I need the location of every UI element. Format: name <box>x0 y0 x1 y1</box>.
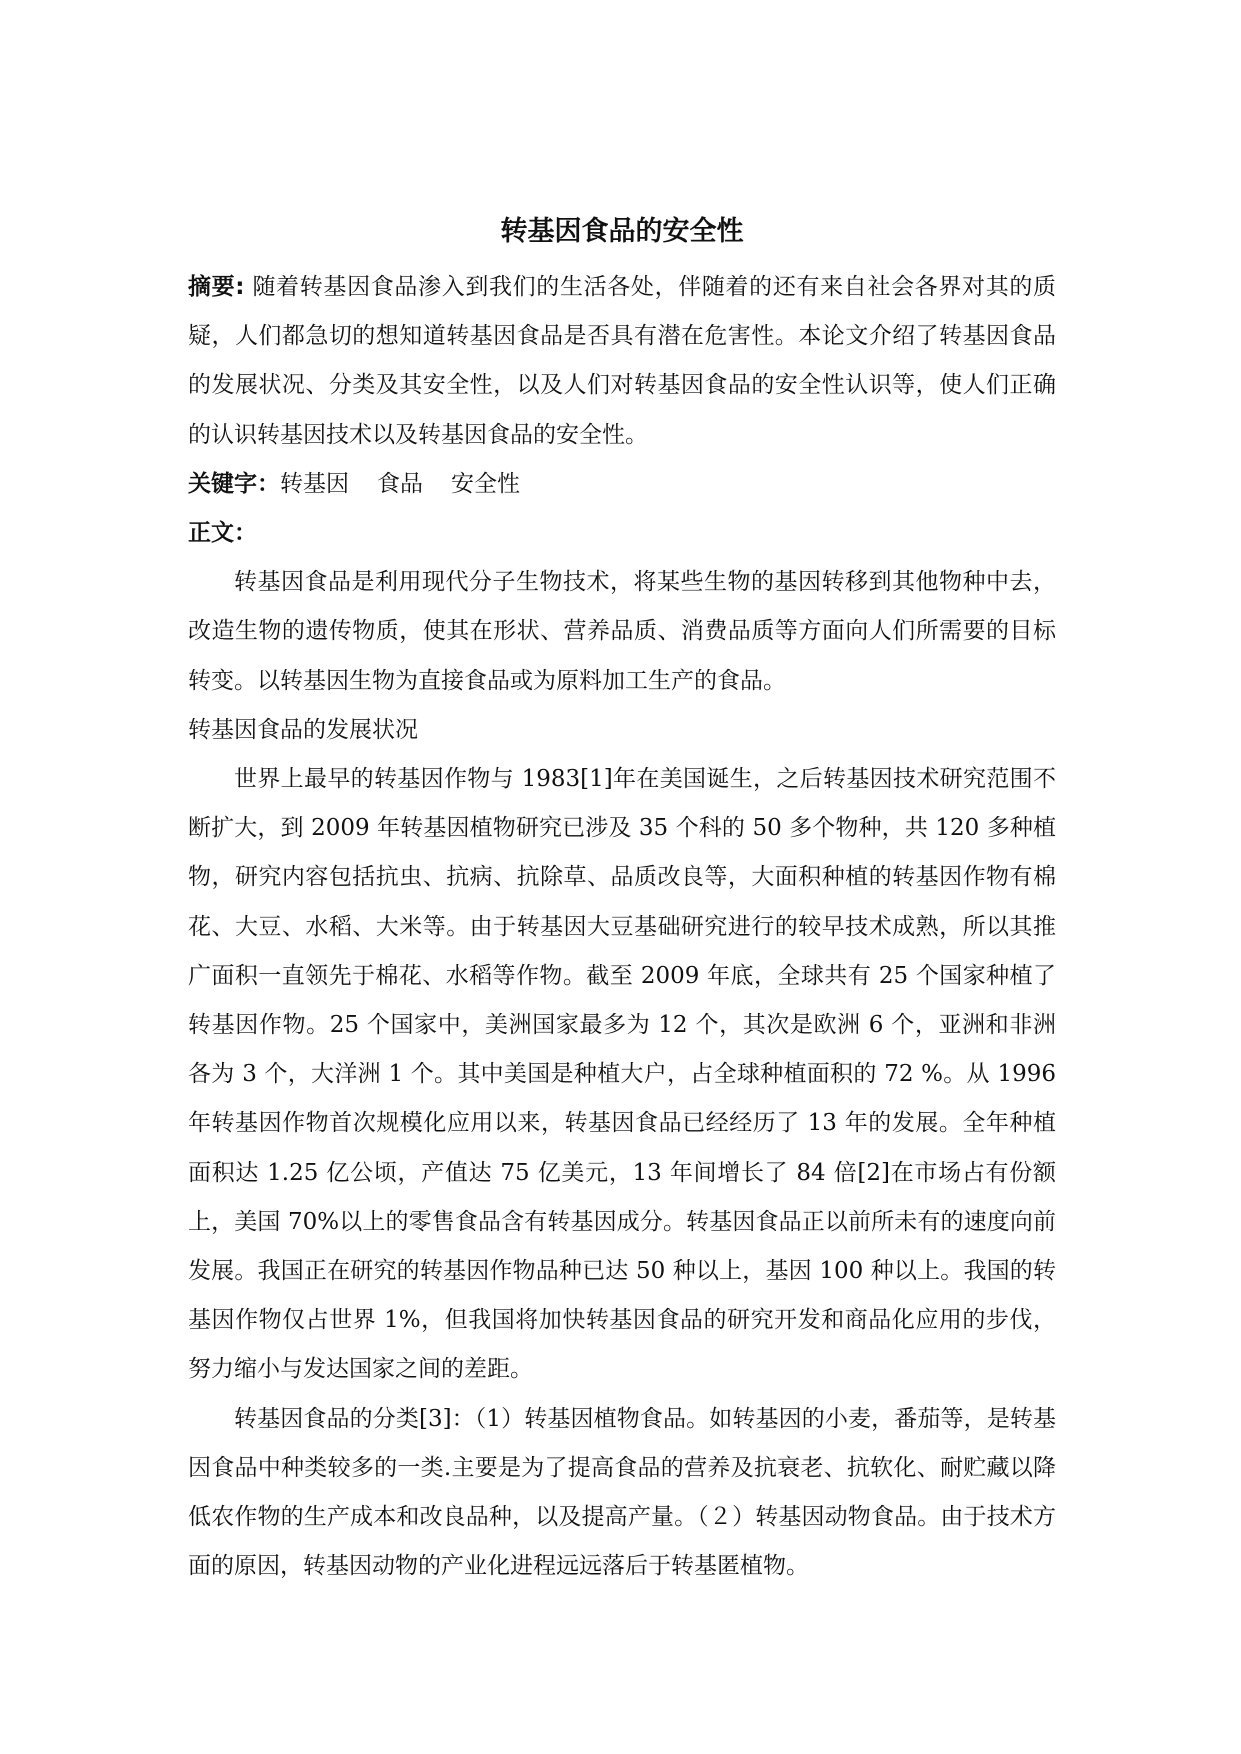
document-body <box>188 205 1056 1591</box>
keywords-line <box>188 460 1056 509</box>
keyword-item: 转基因 <box>280 470 349 497</box>
document-title: 转基因食品的安全性 <box>500 216 744 247</box>
section-heading: 转基因食品的发展状况 <box>188 716 418 743</box>
body-label: 正文： <box>188 520 257 547</box>
abstract-paragraph <box>188 263 1056 460</box>
keyword-item: 安全性 <box>451 470 520 497</box>
classification-paragraph: 转基因食品的分类[3]：（1）转基因植物食品。如转基因的小麦，番茄等，是转基因食品中种类较多的一类.主要是为了提高食品的营养及抗衰老、抗软化、耐贮藏以降低农作物的生产成本和改良品种，以及提高产量。（２）转基因动物食品。由于技术方面的原因，转基因动物的产业化进程远远落后于转基匿植物。 <box>188 1405 1056 1580</box>
abstract-label: 摘要: <box>188 274 245 300</box>
abstract-text: 随着转基因食品渗入到我们的生活各处，伴随着的还有来自社会各界对其的质疑，人们都急切的想知道转基因食品是否具有潜在危害性。本论文介绍了转基因食品的发展状况、分类及其安全性，以及人们对转基因食品的安全性认识等，使人们正确的认识转基因技术以及转基因食品的安全性。 <box>188 274 1057 448</box>
keyword-item: 食品 <box>377 470 423 497</box>
intro-paragraph: 转基因食品是利用现代分子生物技术，将某些生物的基因转移到其他物种中去，改造生物的遗传物质，使其在形状、营养品质、消费品质等方面向人们所需要的目标转变。以转基因生物为直接食品或为原料加工生产的食品。 <box>188 569 1056 694</box>
keywords-label: 关键字： <box>188 470 280 497</box>
body-label-line <box>188 509 1056 558</box>
development-paragraph: 世界上最早的转基因作物与 1983[1]年在美国诞生，之后转基因技术研究范围不断扩大，到 2009 年转基因植物研究已涉及 35 个科的 50 多个物种，共 120 多种植物，研究内容包括抗虫、抗病、抗除草、品质改良等，大面积种植的转基因作物有棉花、大豆、水稻、大米等。由于转基因大豆基础研究进行的较早技术成熟，所以其推广面积一直领先于棉花、水稻等作物。截至 2009 年底，全球共有 25 个国家种植了转基因作物。25 个国家中，美洲国家最多为 12 个，其次是欧洲 6 个，亚洲和非洲各为 3 个，大洋洲 1 个。其中美国是种植大户，占全球种植面积的 72 %。从 1996 年转基因作物首次规模化应用以来，转基因食品已经经历了 13 年的发展。全年种植面积达 1.25 亿公顷，产值达 75 亿美元，13 年间增长了 84 倍[2]在市场占有份额上，美国 70%以上的零售食品含有转基因成分。转基因食品正以前所未有的速度向前发展。我国正在研究的转基因作物品种已达 50 种以上，基因 100 种以上。我国的转基因作物仅占世界 1%，但我国将加快转基因食品的研究开发和商品化应用的步伐，努力缩小与发达国家之间的差距。 <box>188 766 1056 1383</box>
